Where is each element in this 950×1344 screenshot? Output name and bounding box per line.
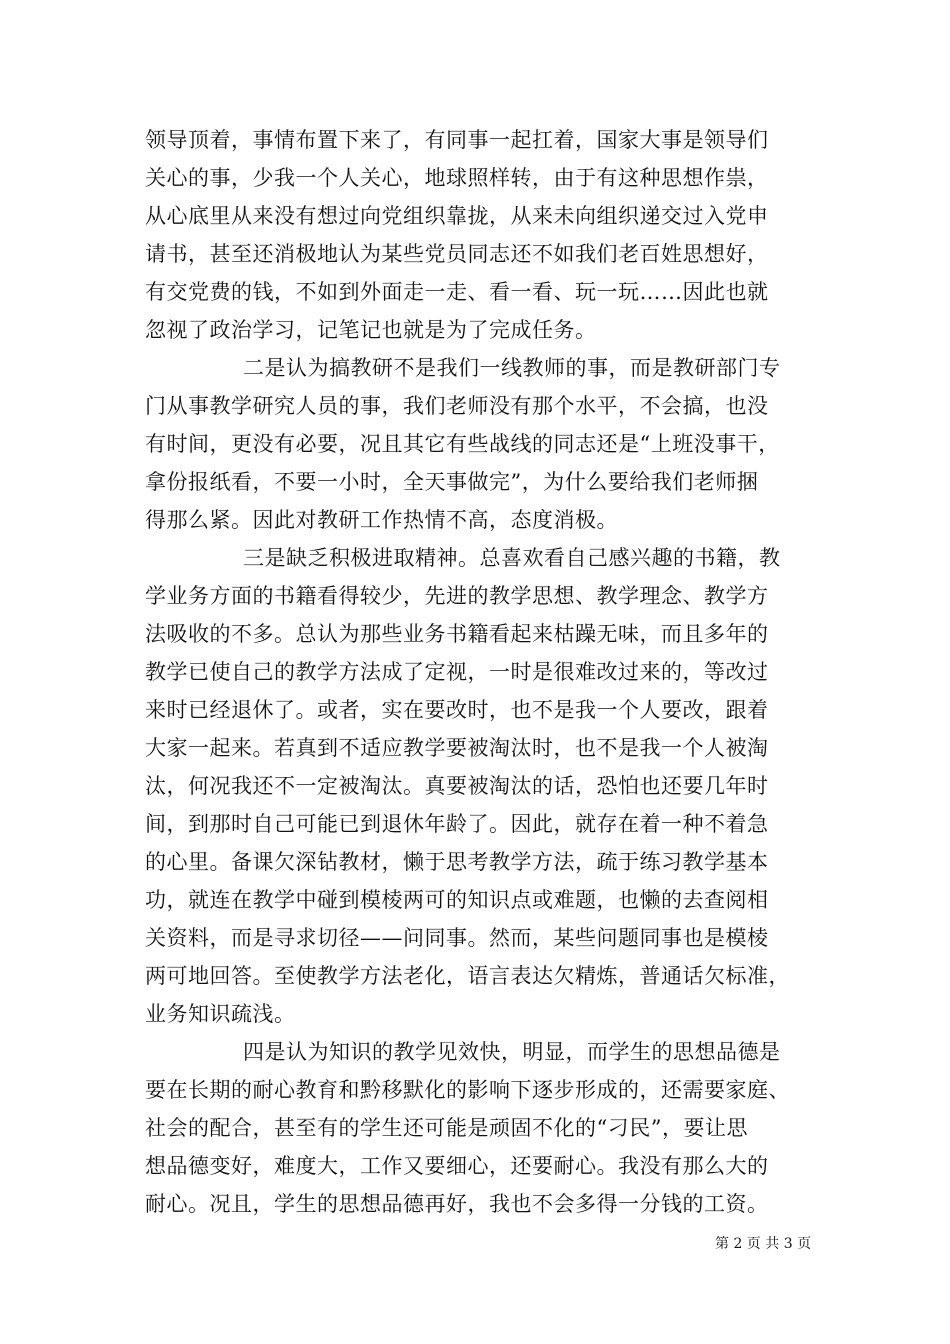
paragraph-4-line-1: 四是认为知识的教学见效快，明显，而学生的思想品德是 — [243, 1040, 781, 1064]
paragraph-4-line-5: 耐心。况且，学生的思想品德再好，我也不会多得一分钱的工资。 — [145, 1192, 769, 1216]
paragraph-3-line-6: 大家一起来。若真到不适应教学要被淘汰时，也不是我一个人被淘 — [145, 736, 769, 760]
paragraph-3-line-2: 学业务方面的书籍看得较少，先进的教学思想、教学理念、教学方 — [145, 584, 769, 608]
paragraph-1-line-6: 忽视了政治学习，记笔记也就是为了完成任务。 — [145, 318, 597, 342]
paragraph-3-line-13: 业务知识疏浅。 — [145, 1002, 296, 1026]
paragraph-1-line-4: 请书，甚至还消极地认为某些党员同志还不如我们老百姓思想好， — [145, 242, 769, 266]
paragraph-1-line-3: 从心底里从来没有想过向党组织靠拢，从来未向组织递交过入党申 — [145, 204, 769, 228]
paragraph-4-line-4: 想品德变好，难度大，工作又要细心，还要耐心。我没有那么大的 — [145, 1154, 769, 1178]
paragraph-1-line-2: 关心的事，少我一个人关心，地球照样转，由于有这种思想作祟， — [145, 166, 769, 190]
paragraph-3-line-10: 功，就连在教学中碰到模棱两可的知识点或难题，也懒的去查阅相 — [145, 888, 769, 912]
paragraph-3-line-12: 两可地回答。至使教学方法老化，语言表达欠精炼，普通话欠标准， — [145, 964, 790, 988]
paragraph-2-line-3: 有时间，更没有必要，况且其它有些战线的同志还是“上班没事干， — [145, 432, 780, 456]
paragraph-3-line-11: 关资料，而是寻求切径——问同事。然而，某些问题同事也是模棱 — [145, 926, 769, 950]
paragraph-3-line-9: 的心里。备课欠深钻教材，懒于思考教学方法，疏于练习教学基本 — [145, 850, 769, 874]
paragraph-2-line-4: 拿份报纸看，不要一小时，全天事做完”，为什么要给我们老师捆 — [145, 470, 759, 494]
paragraph-1-line-5: 有交党费的钱，不如到外面走一走、看一看、玩一玩……因此也就 — [145, 280, 769, 304]
paragraph-2-line-2: 门从事教学研究人员的事，我们老师没有那个水平，不会搞，也没 — [145, 394, 769, 418]
paragraph-4-line-3: 社会的配合，甚至有的学生还可能是顽固不化的“刁民”，要让思 — [145, 1116, 748, 1140]
paragraph-3-line-5: 来时已经退休了。或者，实在要改时，也不是我一个人要改，跟着 — [145, 698, 769, 722]
paragraph-4-line-2: 要在长期的耐心教育和黔移默化的影响下逐步形成的，还需要家庭、 — [145, 1078, 790, 1102]
paragraph-3-line-3: 法吸收的不多。总认为那些业务书籍看起来枯躁无味，而且多年的 — [145, 622, 769, 646]
paragraph-2-line-5: 得那么紧。因此对教研工作热情不高，态度消极。 — [145, 508, 618, 532]
paragraph-2-line-1: 二是认为搞教研不是我们一线教师的事，而是教研部门专 — [243, 356, 781, 380]
page-number: 第 2 页 共 3 页 — [715, 1236, 812, 1252]
paragraph-1-line-1: 领导顶着，事情布置下来了，有同事一起扛着，国家大事是领导们 — [145, 128, 769, 152]
paragraph-3-line-7: 汰，何况我还不一定被淘汰。真要被淘汰的话，恐怕也还要几年时 — [145, 774, 769, 798]
paragraph-3-line-1: 三是缺乏积极进取精神。总喜欢看自己感兴趣的书籍，教 — [243, 546, 781, 570]
paragraph-3-line-8: 间，到那时自己可能已到退休年龄了。因此，就存在着一种不着急 — [145, 812, 769, 836]
paragraph-3-line-4: 教学已使自己的教学方法成了定视，一时是很难改过来的，等改过 — [145, 660, 769, 684]
